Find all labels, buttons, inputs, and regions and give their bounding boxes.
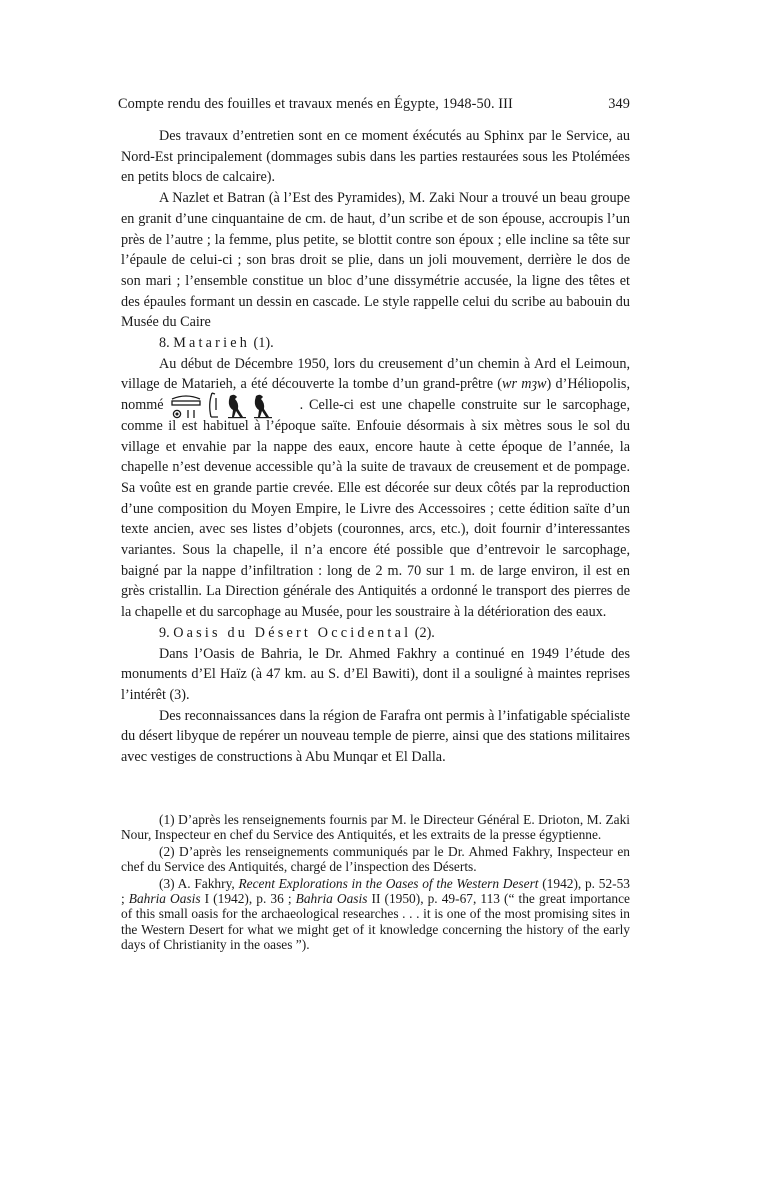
section-number: 8. [159,335,170,352]
page-number: 349 [608,96,630,112]
text-run: ) d’Héliopolis, nommé [121,376,630,414]
paragraph-nazlet-batran: A Nazlet et Batran (à l’Est des Pyramides), M. Zaki Nour a trouvé un beau groupe en granit d’une cinquantaine de cm. de haut, d’un scribe et de son épouse, accroupis l’un près de l’autre ; la femme, plus petite, se blottit contre son époux ; elle incline sa tête sur l’épaule de celui-ci ; son bras droit se plie, dans un joli mouvement, derrière le dos de son mari ; l’ensemble constitue un bloc d’une dissymétrie accusée, la ligne des têtes et des épaules formant un dessin en cascade. Le style rappelle celui du scribe au babouin du Musée du Caire [121,190,630,331]
book-title: Bahria Oasis [295,891,368,907]
paragraph-sphinx: Des travaux d’entretien sont en ce moment éxécutés au Sphinx par le Service, au Nord-Est principalement (dommages subis dans les parties restaurées sous les Ptolémées en petits blocs de calcaire). [121,128,630,186]
text-run: . Celle-ci est une chapelle construite sur le sarcophage, comme il est habituel à l’époque saïte. Enfouie désormais à six mètres sous le sol du village et envahie par la nappe des eaux, encore haute à cette époque de l’année, la chapelle n’est devenue accessible qu’à la suite de travaux de creusement et de pompage. Sa voûte est en grande partie crevée. Elle est décorée sur deux côtés par la reproduction d’une composition du Moyen Empire, le Livre des Accessoires ; cette édition saïte d’un texte ancien, avec ses listes d’objets (couronnes, arcs, etc.), doit fournir d’interessantes variantes. Sous la chapelle, il n’a encore été possible que d’entrevoir le sarcophage, baigné par la nappe d’infiltration : long de 2 m. 70 sur 1 m. de large environ, il est en grès cristallin. La Direction générale des Antiquités a ordonné le transport des pierres de la chapelle et du sarcophage au Musée, pour les soustraire à la détérioration des eaux. [121,397,630,621]
text-run: (3) A. Fakhry, [159,875,239,891]
text-run: Au début de Décembre 1950, lors du creusement d’un chemin à Ard el Leimoun, village de Matarieh, a été découverte la tombe d’un grand-prêtre ( [121,355,630,393]
section-heading-oasis [121,623,630,644]
paragraph-bahria: Dans l’Oasis de Bahria, le Dr. Ahmed Fakhry a continué en 1949 l’étude des monuments d’El Haïz (à 47 km. au S. d’El Bawiti), dont il a souligné à maintes reprises l’intérêt (3). [121,645,630,703]
egyptian-title: wr mȝw [502,376,547,393]
main-text [121,126,630,768]
paragraph-matarieh [121,354,630,623]
section-heading-matarieh [121,333,630,354]
section-title: Matarieh [173,335,250,352]
footnote-2: (2) D’après les renseignements communiqués par le Dr. Ahmed Fakhry, Inspecteur en chef du Service des Antiquités, chargé de l’inspection des Déserts. [121,843,630,875]
text-run: (1942), p. 52-53 ; [121,875,630,907]
footnotes [121,812,630,954]
book-title: Recent Explorations in the Oases of the Western Desert [238,875,539,891]
footnote-1: (1) D’après les renseignements fournis par M. le Directeur Général E. Drioton, M. Zaki Nour, Inspecteur en chef du Service des Antiquités, et les extraits de la presse égyptienne. [121,812,630,843]
paragraph-farafra: Des reconnaissances dans la région de Farafra ont permis à l’infatigable spécialiste du désert libyque de repérer un nouveau temple de pierre, ainsi que des stations militaires avec vestiges de constructions à Abu Munqar et El Dalla. [121,707,630,766]
footnote-3 [121,876,630,953]
running-header [118,96,630,113]
section-title: Oasis du Désert Occidental [173,624,412,641]
running-title: Compte rendu des fouilles et travaux menés en Égypte, 1948-50. III [118,96,513,112]
footnote-ref: (2). [414,624,435,641]
hieroglyphic-name-icon [168,390,296,420]
section-number: 9. [159,624,170,641]
book-title: Bahria Oasis [128,891,201,907]
text-run: I (1942), p. 36 ; [200,891,296,907]
footnote-ref: (1). [253,335,274,352]
text-run: II (1950), p. 49-67, 113 (“ the great importance of this small oasis for the archaeological researches . . . it is one of the most promising sites in the Western Desert for what we might get of it knowledge concerning the history of the early days of Christianity in the oases ”). [121,891,630,953]
